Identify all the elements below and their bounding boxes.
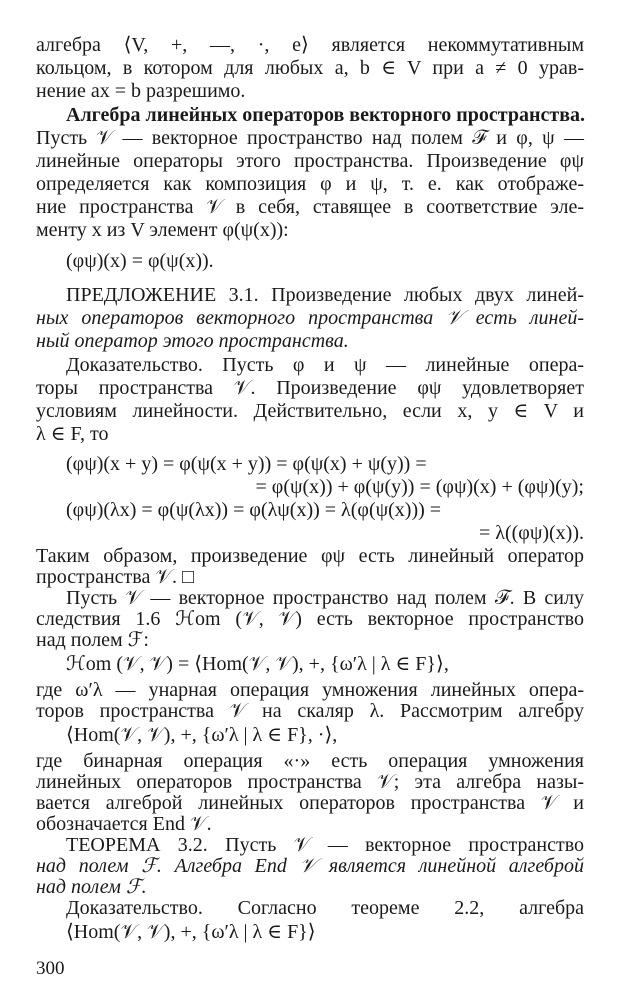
page-number: 300 — [36, 958, 65, 979]
theorem-statement: ТЕОРЕМА 3.2. Пусть 𝒱 — векторное пространство — [66, 834, 584, 856]
text-line: алгебра ⟨V, +, —, ·, e⟩ является некоммутативным — [36, 34, 584, 56]
text-line: Пусть 𝒱 — векторное пространство над полем ℱ. В силу — [66, 587, 584, 609]
formula: = φ(ψ(x)) + φ(ψ(y)) = (φψ)(x) + (φψ)(y); — [255, 476, 584, 498]
proposition-statement: ных операторов векторного пространства 𝒱 есть линей- — [36, 307, 584, 329]
text-line: ние пространства 𝒱 в себя, ставящее в соответствие эле- — [36, 196, 584, 218]
text-line: обозначается End 𝒱. — [36, 813, 212, 835]
formula: ⟨Hom(𝒱, 𝒱), +, {ω′λ | λ ∈ F}⟩ — [66, 921, 316, 943]
text-line: следствия 1.6 ℋom (𝒱, 𝒱) есть векторное пространство — [36, 608, 584, 630]
formula: (φψ)(x + y) = φ(ψ(x + y)) = φ(ψ(x) + ψ(y)) = — [66, 453, 427, 475]
proof-text: торы пространства 𝒱. Произведение φψ удовлетворяет — [36, 377, 584, 399]
proof-text: Доказательство. Согласно теореме 2.2, алгебра — [66, 897, 584, 919]
section-heading: Алгебра линейных операторов векторного пространства. — [66, 104, 586, 126]
text-line: где ω′λ — унарная операция умножения линейных опера- — [36, 679, 584, 701]
formula: (φψ)(λx) = φ(ψ(λx)) = φ(λψ(x)) = λ(φ(ψ(x))) = — [66, 499, 442, 521]
text-line: пространства 𝒱. □ — [36, 566, 195, 588]
formula: ⟨Hom(𝒱, 𝒱), +, {ω′λ | λ ∈ F}, ·⟩, — [66, 724, 338, 746]
text-line: определяется как композиция φ и ψ, т. е. как отображе- — [36, 173, 584, 195]
theorem-statement: над полем ℱ. — [36, 876, 147, 898]
text-line: над полем ℱ: — [36, 629, 149, 651]
text-line: менту x из V элемент φ(ψ(x)): — [36, 219, 289, 241]
proof-text: условиям линейности. Действительно, если x, y ∈ V и — [36, 400, 584, 422]
proof-text: Доказательство. Пусть φ и ψ — линейные опера- — [66, 354, 584, 376]
text-line: нение ax = b разрешимо. — [36, 80, 246, 102]
text-line: линейных операторов пространства 𝒱; эта алгебра назы- — [36, 771, 584, 793]
formula: (φψ)(x) = φ(ψ(x)). — [66, 250, 214, 272]
text-line: линейные операторы этого пространства. Произведение φψ — [36, 150, 584, 172]
text-line: где бинарная операция «·» есть операция умножения — [36, 750, 584, 772]
proof-text: λ ∈ F, то — [36, 423, 109, 445]
text-line: торов пространства 𝒱 на скаляр λ. Рассмотрим алгебру — [36, 700, 584, 722]
text-line: кольцом, в котором для любых a, b ∈ V при a ≠ 0 урав- — [36, 57, 584, 79]
formula: = λ((φψ)(x)). — [479, 522, 584, 544]
text-line: вается алгеброй линейных операторов пространства 𝒱 и — [36, 792, 584, 814]
proposition-statement: ПРЕДЛОЖЕНИЕ 3.1. Произведение любых двух линей- — [66, 284, 584, 306]
text-line: Таким образом, произведение φψ есть линейный оператор — [36, 545, 584, 567]
theorem-statement: над полем ℱ. Алгебра End 𝒱 является линейной алгеброй — [36, 855, 584, 877]
formula: ℋom (𝒱, 𝒱) = ⟨Hom(𝒱, 𝒱), +, {ω′λ | λ ∈ F}⟩, — [66, 653, 449, 675]
text-line: Пусть 𝒱 — векторное пространство над полем ℱ и φ, ψ — — [36, 127, 584, 149]
proposition-statement: ный оператор этого пространства. — [36, 330, 349, 352]
